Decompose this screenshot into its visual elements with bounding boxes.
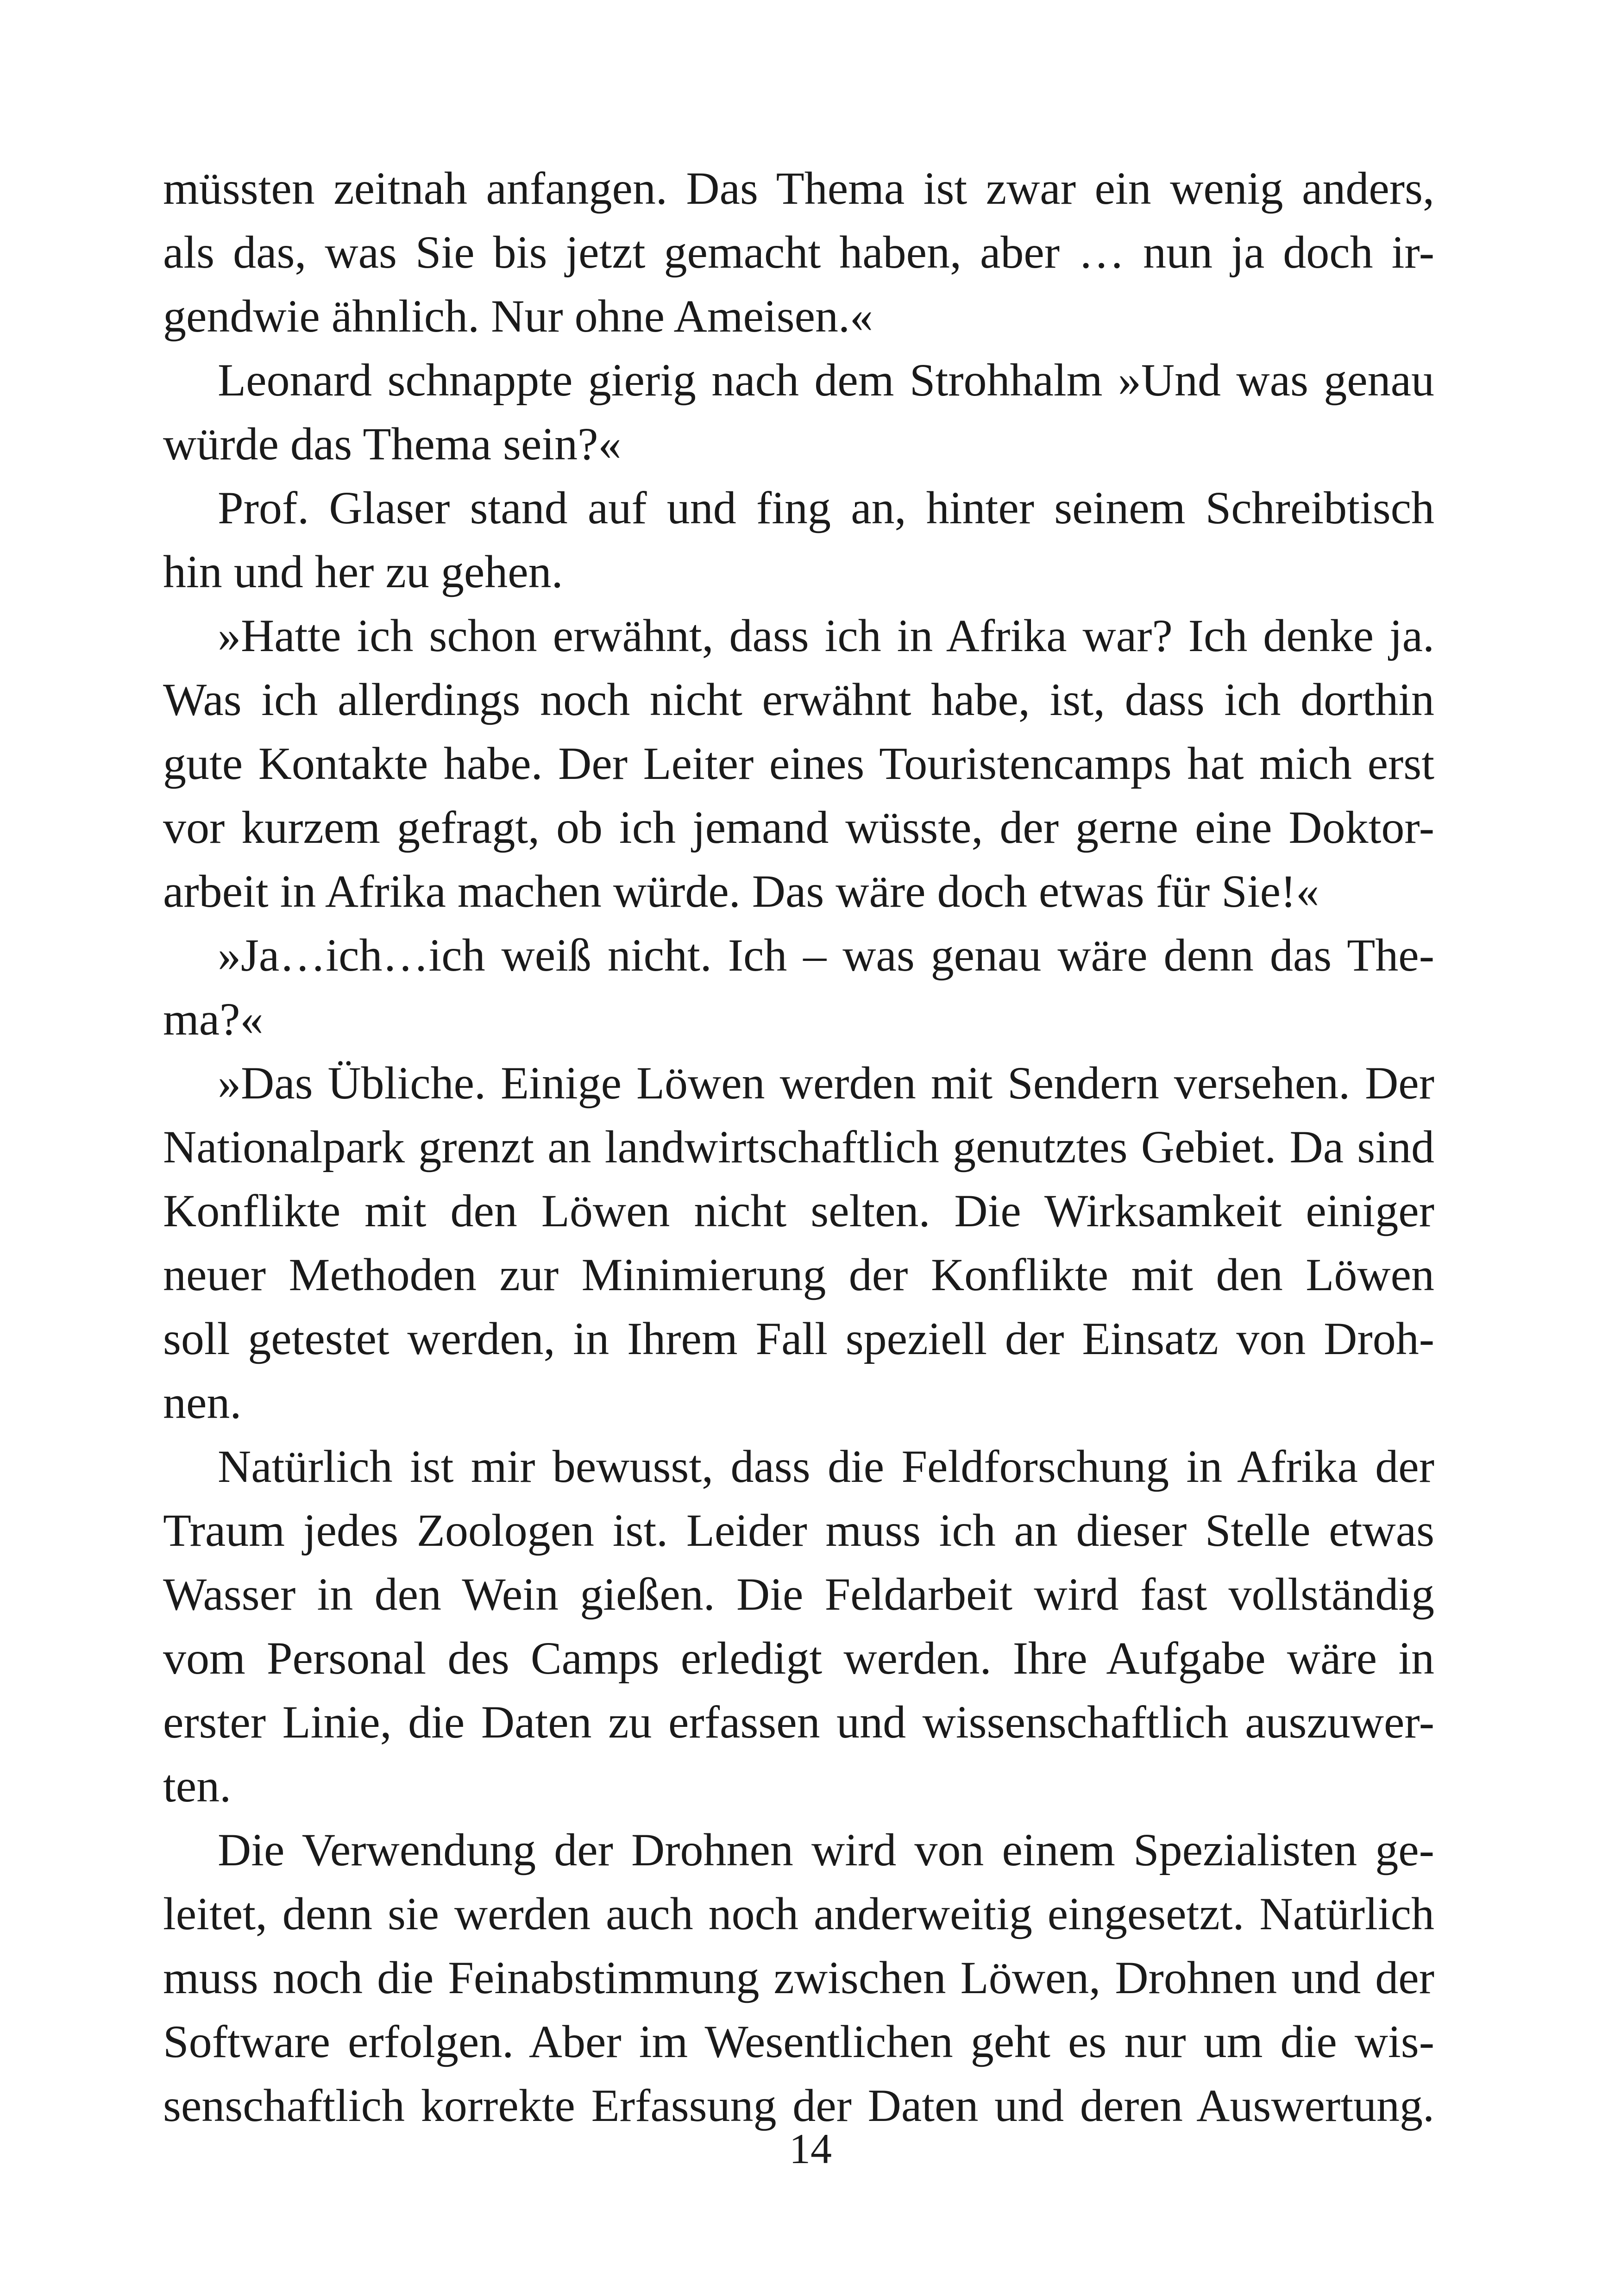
text-line: als das, was Sie bis jetzt gemacht haben, aber … nun ja doch ir- <box>163 226 1434 278</box>
page-number: 14 <box>789 2125 832 2172</box>
text-line: »Das Übliche. Einige Löwen werden mit Sendern versehen. Der <box>218 1057 1434 1109</box>
text-line: soll getestet werden, in Ihrem Fall speziell der Einsatz von Droh- <box>163 1313 1434 1364</box>
text-line: Nationalpark grenzt an landwirtschaftlich genutztes Gebiet. Da sind <box>163 1121 1434 1173</box>
text-line: hin und her zu gehen. <box>163 546 563 597</box>
text-line: »Ja…ich…ich weiß nicht. Ich – was genau wäre denn das The- <box>218 929 1434 981</box>
text-line: leitet, denn sie werden auch noch anderweitig eingesetzt. Natürlich <box>163 1888 1434 1939</box>
text-line: Leonard schnappte gierig nach dem Strohhalm »Und was genau <box>218 354 1434 406</box>
text-line: Software erfolgen. Aber im Wesentlichen geht es nur um die wis- <box>163 2016 1434 2067</box>
text-line: Was ich allerdings noch nicht erwähnt habe, ist, dass ich dorthin <box>163 674 1434 725</box>
text-line: vor kurzem gefragt, ob ich jemand wüsste, der gerne eine Doktor- <box>163 802 1434 853</box>
text-line: gute Kontakte habe. Der Leiter eines Touristencamps hat mich erst <box>163 738 1434 789</box>
text-line: würde das Thema sein?« <box>163 418 622 470</box>
body-text <box>163 157 1434 2138</box>
text-line: vom Personal des Camps erledigt werden. Ihre Aufgabe wäre in <box>163 1632 1434 1684</box>
text-line: Natürlich ist mir bewusst, dass die Feldforschung in Afrika der <box>218 1441 1434 1492</box>
text-line: Prof. Glaser stand auf und fing an, hinter seinem Schreibtisch <box>218 482 1434 533</box>
text-line: ma?« <box>163 993 264 1045</box>
text-line: »Hatte ich schon erwähnt, dass ich in Afrika war? Ich denke ja. <box>218 610 1434 661</box>
text-line: müssten zeitnah anfangen. Das Thema ist zwar ein wenig anders, <box>163 163 1434 214</box>
text-line: Wasser in den Wein gießen. Die Feldarbeit wird fast vollständig <box>163 1568 1434 1620</box>
text-line: neuer Methoden zur Minimierung der Konflikte mit den Löwen <box>163 1249 1434 1300</box>
text-line: erster Linie, die Daten zu erfassen und wissenschaftlich auszuwer- <box>163 1696 1434 1748</box>
text-line: Konflikte mit den Löwen nicht selten. Die Wirksamkeit einiger <box>163 1185 1434 1236</box>
text-line: muss noch die Feinabstimmung zwischen Löwen, Drohnen und der <box>163 1952 1434 2003</box>
text-line: senschaftlich korrekte Erfassung der Daten und deren Auswertung. <box>163 2080 1434 2131</box>
text-line: arbeit in Afrika machen würde. Das wäre doch etwas für Sie!« <box>163 866 1319 917</box>
text-line: ten. <box>163 1760 232 1812</box>
text-line: gendwie ähnlich. Nur ohne Ameisen.« <box>163 290 873 342</box>
text-line: nen. <box>163 1377 242 1428</box>
text-line: Traum jedes Zoologen ist. Leider muss ich an dieser Stelle etwas <box>163 1505 1434 1556</box>
text-line: Die Verwendung der Drohnen wird von einem Spezialisten ge- <box>218 1824 1434 1876</box>
